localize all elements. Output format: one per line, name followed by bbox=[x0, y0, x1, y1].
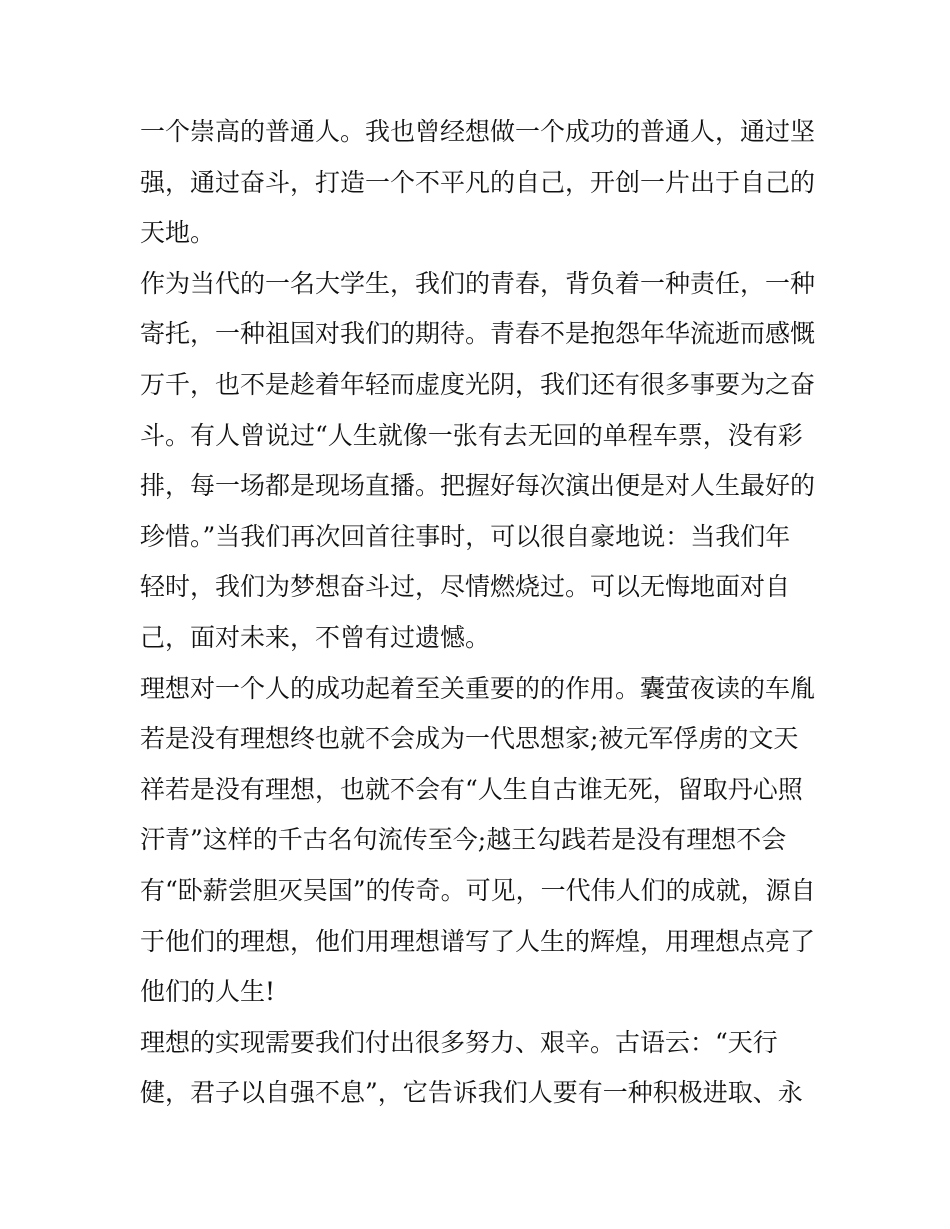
text-line: 珍惜。”当我们再次回首往事时，可以很自豪地说：当我们年 bbox=[140, 521, 791, 551]
text-line: 理想对一个人的成功起着至关重要的的作用。囊萤夜读的车胤 bbox=[140, 673, 816, 703]
text-line: 排，每一场都是现场直播。把握好每次演出便是对人生最好的 bbox=[140, 471, 816, 501]
text-line: 有“卧薪尝胆灭吴国”的传奇。可见，一代伟人们的成就，源自 bbox=[140, 875, 816, 905]
text-line: 若是没有理想终也就不会成为一代思想家;被元军俘虏的文天 bbox=[140, 724, 799, 754]
text-line: 祥若是没有理想，也就不会有“人生自古谁无死，留取丹心照 bbox=[140, 774, 803, 804]
text-line: 天地。 bbox=[140, 218, 216, 248]
body-text bbox=[140, 107, 820, 1119]
text-line: 于他们的理想，他们用理想谱写了人生的辉煌，用理想点亮了 bbox=[140, 926, 816, 956]
text-line: 强，通过奋斗，打造一个不平凡的自己，开创一片出于自己的 bbox=[140, 167, 816, 197]
text-line: 理想的实现需要我们付出很多努力、艰辛。古语云：“天行 bbox=[140, 1027, 778, 1057]
text-line: 寄托，一种祖国对我们的期待。青春不是抱怨年华流逝而感慨 bbox=[140, 319, 816, 349]
text-line: 斗。有人曾说过“人生就像一张有去无回的单程车票，没有彩 bbox=[140, 420, 803, 450]
text-line: 轻时，我们为梦想奋斗过，尽情燃烧过。可以无悔地面对自 bbox=[140, 572, 791, 602]
text-line: 一个崇高的普通人。我也曾经想做一个成功的普通人，通过坚 bbox=[140, 117, 816, 146]
text-line: 万千，也不是趁着年轻而虚度光阴，我们还有很多事要为之奋 bbox=[140, 369, 816, 399]
text-line: 健，君子以自强不息”，它告诉我们人要有一种积极进取、永 bbox=[140, 1078, 803, 1108]
text-line: 作为当代的一名大学生，我们的青春，背负着一种责任，一种 bbox=[140, 268, 816, 298]
text-line: 他们的人生! bbox=[140, 977, 276, 1007]
text-line: 己，面对未来，不曾有过遗憾。 bbox=[140, 622, 491, 652]
text-line: 汗青”这样的千古名句流传至今;越王勾践若是没有理想不会 bbox=[140, 825, 787, 855]
